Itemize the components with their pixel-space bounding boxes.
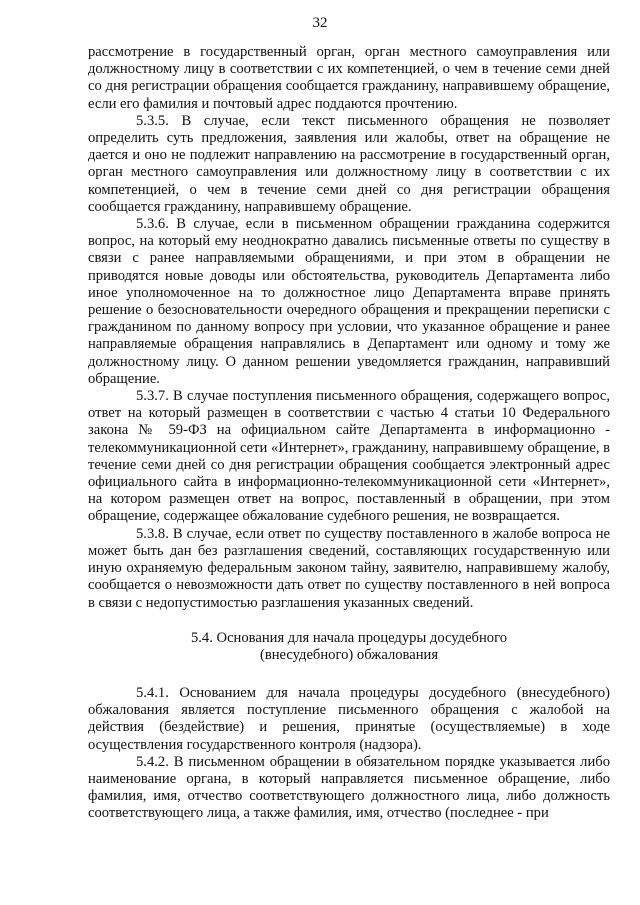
section-heading-5-4 [88, 630, 610, 665]
paragraph-5-3-7: 5.3.7. В случае поступления письменного обращения, содержащего вопрос, ответ на который размещен в соответствии с частью 4 статьи 10 Федерального закона № 59-ФЗ на официальном сайте Департамента в информационно - телекоммуникационной сети «Интернет», гражданину, направившему обращение, в течение семи дней со дня регистрации обращения сообщается электронный адрес официального сайта в информационно-телекоммуникационной сети «Интернет», на котором размещен ответ на вопрос, поставленный в обращении, при этом обращение, содержащее обжалование судебного решения, не возвращается. [88, 388, 611, 525]
paragraph-5-3-8: 5.3.8. В случае, если ответ по существу поставленного в жалобе вопроса не может быть дан без разглашения сведений, составляющих государственную или иную охраняемую федеральным законом тайну, заявителю, направившему жалобу, сообщается о невозможности дать ответ по существу поставленного в ней вопроса в связи с недопустимостью разглашения указанных сведений. [88, 525, 610, 611]
paragraph-5-4-2: 5.4.2. В письменном обращении в обязательном порядке указывается либо наименование органа, в который направляется письменное обращение, либо фамилия, имя, отчество соответствующего должностного лица, либо должность соответствующего лица, а также фамилия, имя, отчество (последнее - при [88, 753, 610, 822]
paragraph-5-4-1: 5.4.1. Основанием для начала процедуры досудебного (внесудебного) обжалования является поступление письменного обращения с жалобой на действия (бездействие) и решения, принятые (осуществляемые) в ходе осуществления государственного контроля (надзора). [88, 684, 610, 753]
paragraph-5-3-6: 5.3.6. В случае, если в письменном обращении гражданина содержится вопрос, на который ему неоднократно давались письменные ответы по существу в связи с ранее направляемыми обращениями, и при этом в обращении не приводятся новые доводы или обстоятельства, руководитель Департамента либо иное уполномоченное на то должностное лицо Департамента вправе принять решение о безосновательности очередного обращения и прекращении переписки с гражданином по данному вопросу при условии, что указанное обращение и ранее направляемые обращения направлялись в Департамент или одному и тому же должностному лицу. О данном решении уведомляется гражданин, направивший обращение. [88, 216, 610, 387]
section-heading-line-1: 5.4. Основания для начала процедуры досудебного [190, 629, 508, 646]
section-heading-line-2: (внесудебного) обжалования [259, 647, 439, 664]
page-content [88, 44, 610, 823]
paragraph-continuation: рассмотрение в государственный орган, орган местного самоуправления или должностному лицу в соответствии с их компетенцией, о чем в течение семи дней со дня регистрации обращения сообщается гражданину, направившему обращение, если его фамилия и почтовый адрес поддаются прочтению. [88, 44, 610, 112]
paragraph-5-3-5: 5.3.5. В случае, если текст письменного обращения не позволяет определить суть предложения, заявления или жалобы, ответ на обращение не дается и оно не подлежит направлению на рассмотрение в государственный орган, орган местного самоуправления или должностному лицу в соответствии с их компетенцией, о чем в течение семи дней со дня регистрации обращения сообщается гражданину, направившему обращение. [88, 112, 610, 215]
page-number: 32 [312, 15, 328, 31]
